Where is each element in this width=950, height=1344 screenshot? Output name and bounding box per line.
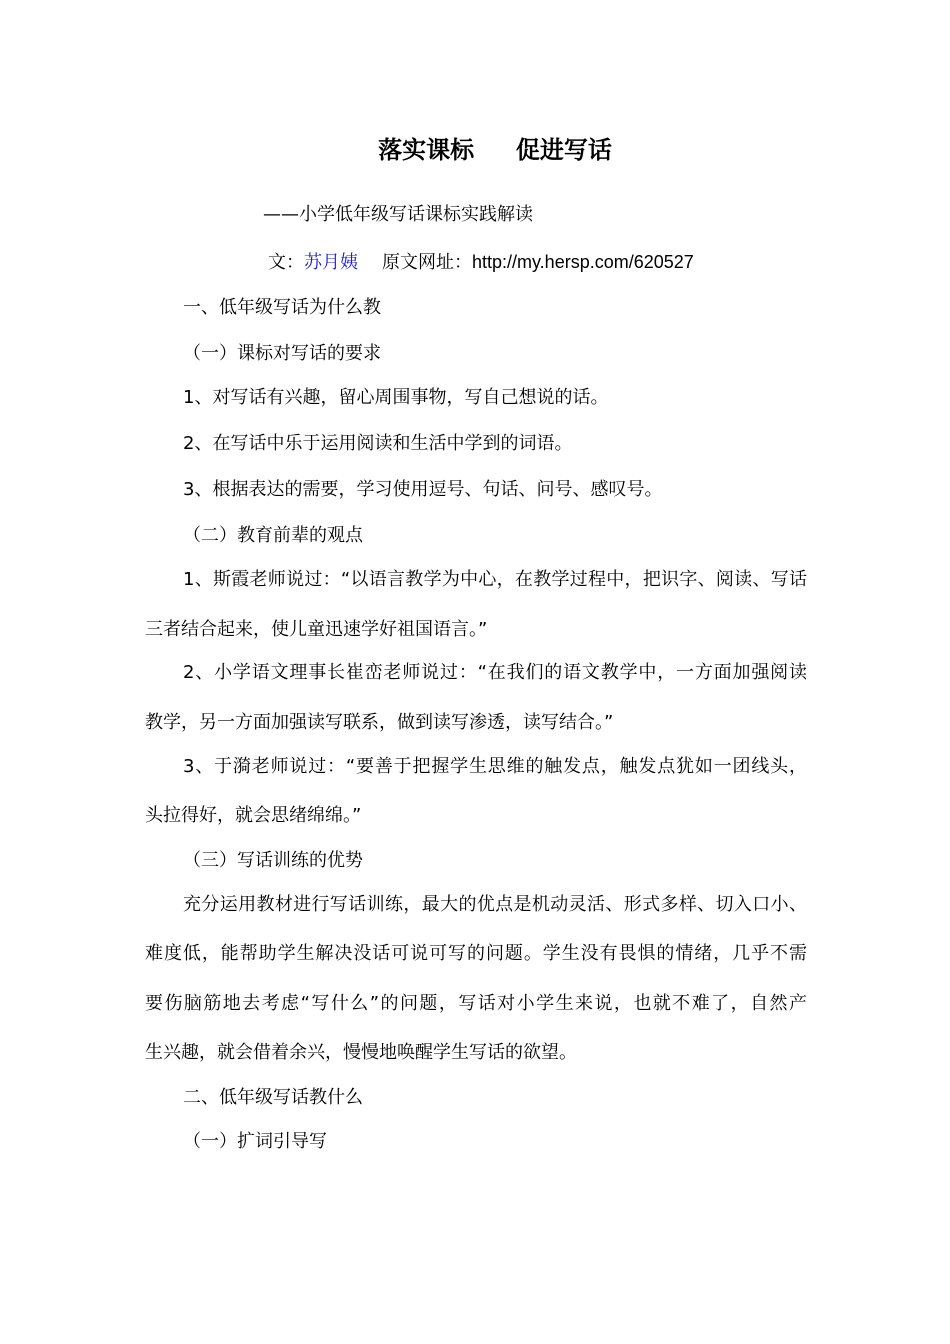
subsection-heading: （一）扩词引导写 [183, 1131, 327, 1152]
section-heading: 一、低年级写话为什么教 [183, 297, 381, 318]
subsection-heading: （一）课标对写话的要求 [183, 343, 381, 364]
quote-line: 头拉得好，就会思绪绵绵。” [145, 805, 362, 826]
quote-line: 1、斯霞老师说过：“以语言教学为中心，在教学过程中，把识字、阅读、写话 [183, 569, 807, 590]
quote-line: 三者结合起来，使儿童迅速学好祖国语言。” [145, 619, 488, 640]
byline-prefix: 文： [268, 252, 304, 273]
document-subtitle: ——小学低年级写话课标实践解读 [263, 204, 533, 225]
subsection-heading: （二）教育前辈的观点 [183, 525, 363, 546]
quote-line: 教学，另一方面加强读写联系，做到读写渗透，读写结合。” [145, 712, 614, 733]
paragraph-line: 难度低，能帮助学生解决没话可说可写的问题。学生没有畏惧的情绪，几乎不需 [145, 943, 807, 964]
quote-line: 2、小学语文理事长崔峦老师说过：“在我们的语文教学中，一方面加强阅读 [183, 662, 807, 683]
source-label: 原文网址： [382, 252, 472, 273]
subsection-heading: （三）写话训练的优势 [183, 850, 363, 871]
paragraph-line: 生兴趣，就会借着余兴，慢慢地唤醒学生写话的欲望。 [145, 1042, 577, 1063]
byline [268, 250, 694, 275]
document-title: 落实课标 促进写话 [378, 136, 612, 164]
paragraph-line: 充分运用教材进行写话训练，最大的优点是机动灵活、形式多样、切入口小、 [183, 894, 807, 915]
list-item: 3、根据表达的需要，学习使用逗号、句话、问号、感叹号。 [183, 479, 663, 500]
source-url[interactable]: http://my.hersp.com/620527 [472, 252, 694, 272]
author-link[interactable]: 苏月姨 [304, 252, 358, 273]
quote-line: 3、于漪老师说过：“要善于把握学生思维的触发点，触发点犹如一团线头， [183, 756, 807, 777]
section-heading: 二、低年级写话教什么 [183, 1087, 363, 1108]
list-item: 2、在写话中乐于运用阅读和生活中学到的词语。 [183, 433, 573, 454]
list-item: 1、对写话有兴趣，留心周围事物，写自己想说的话。 [183, 387, 609, 408]
paragraph-line: 要伤脑筋地去考虑“写什么”的问题，写话对小学生来说，也就不难了，自然产 [145, 993, 807, 1014]
